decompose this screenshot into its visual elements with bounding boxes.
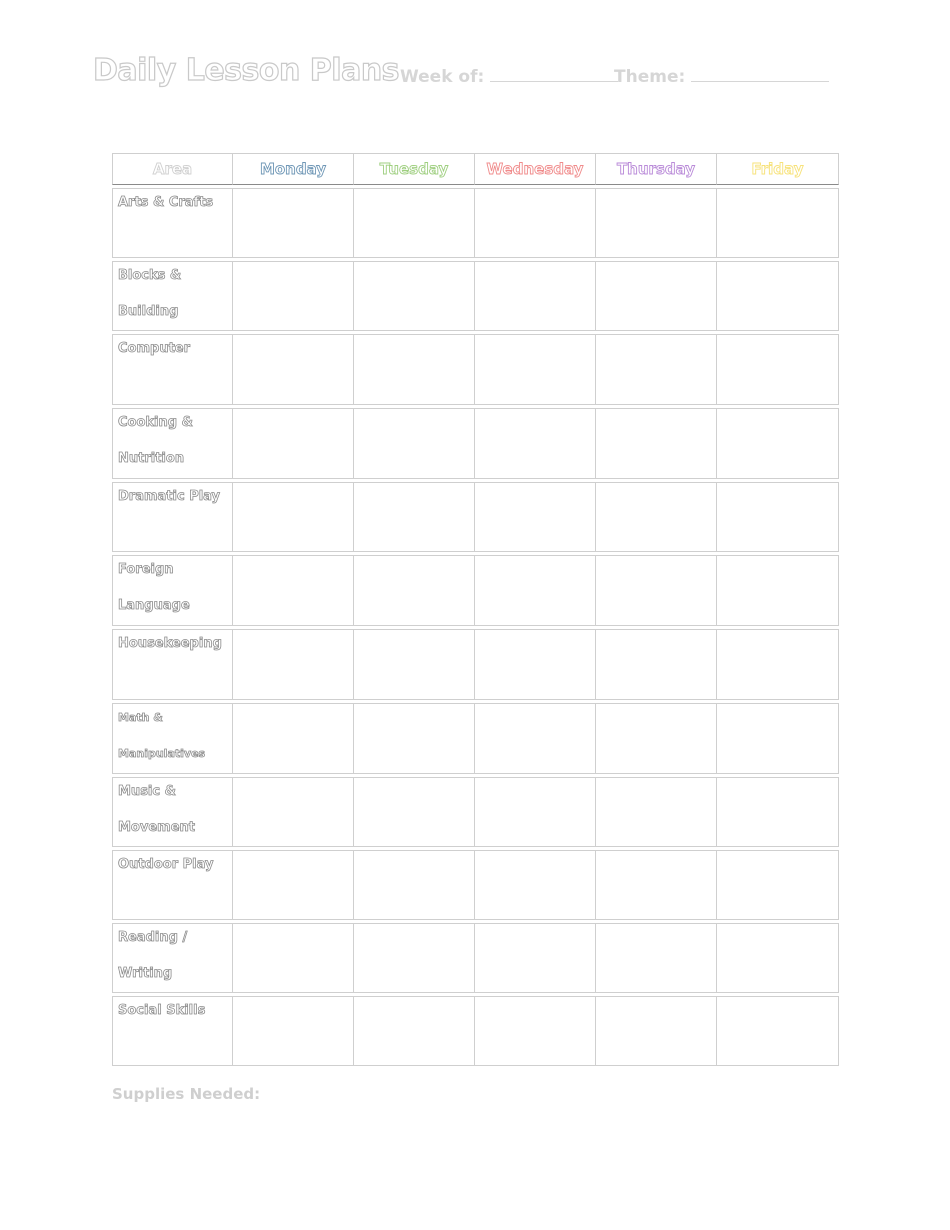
week-of-field[interactable] [400,67,618,87]
area-label-line2: Nutrition [118,451,185,466]
plan-cell-friday[interactable] [717,261,839,331]
area-cell [112,408,233,479]
table-row [112,555,839,626]
plan-cell-thursday[interactable] [596,629,717,700]
column-header-area: Area [112,153,233,185]
table-row [112,629,839,700]
plan-cell-thursday[interactable] [596,188,717,258]
column-header-monday: Monday [233,153,354,185]
area-cell [112,629,233,700]
plan-cell-wednesday[interactable] [475,923,596,993]
plan-cell-friday[interactable] [717,850,839,920]
area-label-line1: Housekeeping [118,636,222,651]
table-row [112,261,839,331]
plan-cell-friday[interactable] [717,334,839,405]
plan-cell-wednesday[interactable] [475,261,596,331]
plan-cell-tuesday[interactable] [354,482,475,552]
plan-cell-friday[interactable] [717,703,839,774]
table-row [112,777,839,847]
plan-cell-monday[interactable] [233,850,354,920]
table-header-row [112,153,839,185]
area-cell [112,188,233,258]
table-row [112,334,839,405]
plan-cell-friday[interactable] [717,923,839,993]
lesson-plan-table [112,150,839,1069]
area-label-line2: Building [118,304,179,319]
plan-cell-tuesday[interactable] [354,188,475,258]
plan-cell-friday[interactable] [717,482,839,552]
plan-cell-tuesday[interactable] [354,629,475,700]
plan-cell-thursday[interactable] [596,996,717,1066]
area-label-line1: Social Skills [118,1003,206,1018]
plan-cell-wednesday[interactable] [475,996,596,1066]
area-label-line1: Blocks & [118,268,182,283]
area-label-line1: Reading / [118,930,188,945]
plan-cell-tuesday[interactable] [354,850,475,920]
week-of-blank[interactable] [490,67,618,82]
plan-cell-monday[interactable] [233,334,354,405]
column-header-tuesday: Tuesday [354,153,475,185]
theme-field[interactable] [614,67,829,87]
plan-cell-monday[interactable] [233,629,354,700]
plan-cell-friday[interactable] [717,996,839,1066]
plan-cell-thursday[interactable] [596,850,717,920]
area-label-line1: Dramatic Play [118,489,221,504]
plan-cell-tuesday[interactable] [354,923,475,993]
table-row [112,850,839,920]
plan-cell-thursday[interactable] [596,261,717,331]
plan-cell-monday[interactable] [233,188,354,258]
table-row [112,408,839,479]
plan-cell-wednesday[interactable] [475,188,596,258]
area-label-line2: Language [118,598,190,613]
area-label-line1: Foreign [118,562,174,577]
plan-cell-tuesday[interactable] [354,703,475,774]
page-title: Daily Lesson Plans [93,53,400,88]
area-cell [112,482,233,552]
table-row [112,996,839,1066]
table-row [112,482,839,552]
area-cell [112,555,233,626]
plan-cell-thursday[interactable] [596,777,717,847]
column-header-friday: Friday [717,153,839,185]
column-header-wednesday: Wednesday [475,153,596,185]
plan-cell-thursday[interactable] [596,555,717,626]
area-cell [112,996,233,1066]
plan-cell-monday[interactable] [233,555,354,626]
theme-blank[interactable] [691,67,829,82]
area-label-line1: Cooking & [118,415,193,430]
plan-cell-friday[interactable] [717,188,839,258]
plan-cell-friday[interactable] [717,629,839,700]
plan-cell-tuesday[interactable] [354,408,475,479]
plan-cell-monday[interactable] [233,408,354,479]
plan-cell-wednesday[interactable] [475,629,596,700]
plan-cell-monday[interactable] [233,923,354,993]
plan-cell-monday[interactable] [233,777,354,847]
area-label-line1: Computer [118,341,191,356]
table-row [112,703,839,774]
area-cell [112,334,233,405]
plan-cell-thursday[interactable] [596,408,717,479]
plan-cell-friday[interactable] [717,408,839,479]
plan-cell-tuesday[interactable] [354,777,475,847]
area-label-line1: Music & [118,784,176,799]
plan-cell-wednesday[interactable] [475,555,596,626]
area-cell [112,850,233,920]
area-cell [112,703,233,774]
plan-cell-tuesday[interactable] [354,555,475,626]
plan-cell-friday[interactable] [717,777,839,847]
area-cell [112,777,233,847]
area-label-line2: Manipulatives [118,747,206,760]
area-label-line2: Movement [118,820,195,835]
area-cell [112,923,233,993]
plan-cell-wednesday[interactable] [475,777,596,847]
plan-cell-thursday[interactable] [596,923,717,993]
plan-cell-tuesday[interactable] [354,261,475,331]
plan-cell-thursday[interactable] [596,334,717,405]
area-label-line1: Math & [118,711,163,724]
area-cell [112,261,233,331]
column-header-thursday: Thursday [596,153,717,185]
plan-cell-monday[interactable] [233,996,354,1066]
area-label-line1: Outdoor Play [118,857,214,872]
plan-cell-wednesday[interactable] [475,850,596,920]
table-row [112,188,839,258]
plan-cell-wednesday[interactable] [475,334,596,405]
plan-cell-tuesday[interactable] [354,334,475,405]
plan-cell-monday[interactable] [233,703,354,774]
plan-cell-wednesday[interactable] [475,408,596,479]
plan-cell-thursday[interactable] [596,703,717,774]
plan-cell-monday[interactable] [233,482,354,552]
plan-cell-friday[interactable] [717,555,839,626]
supplies-needed-label: Supplies Needed: [112,1085,261,1103]
plan-cell-tuesday[interactable] [354,996,475,1066]
week-of-label: Week of: [400,67,485,87]
plan-cell-thursday[interactable] [596,482,717,552]
table-row [112,923,839,993]
plan-cell-monday[interactable] [233,261,354,331]
plan-cell-wednesday[interactable] [475,482,596,552]
plan-cell-wednesday[interactable] [475,703,596,774]
area-label-line2: Writing [118,966,173,981]
area-label-line1: Arts & Crafts [118,195,214,210]
theme-label: Theme: [614,67,686,87]
